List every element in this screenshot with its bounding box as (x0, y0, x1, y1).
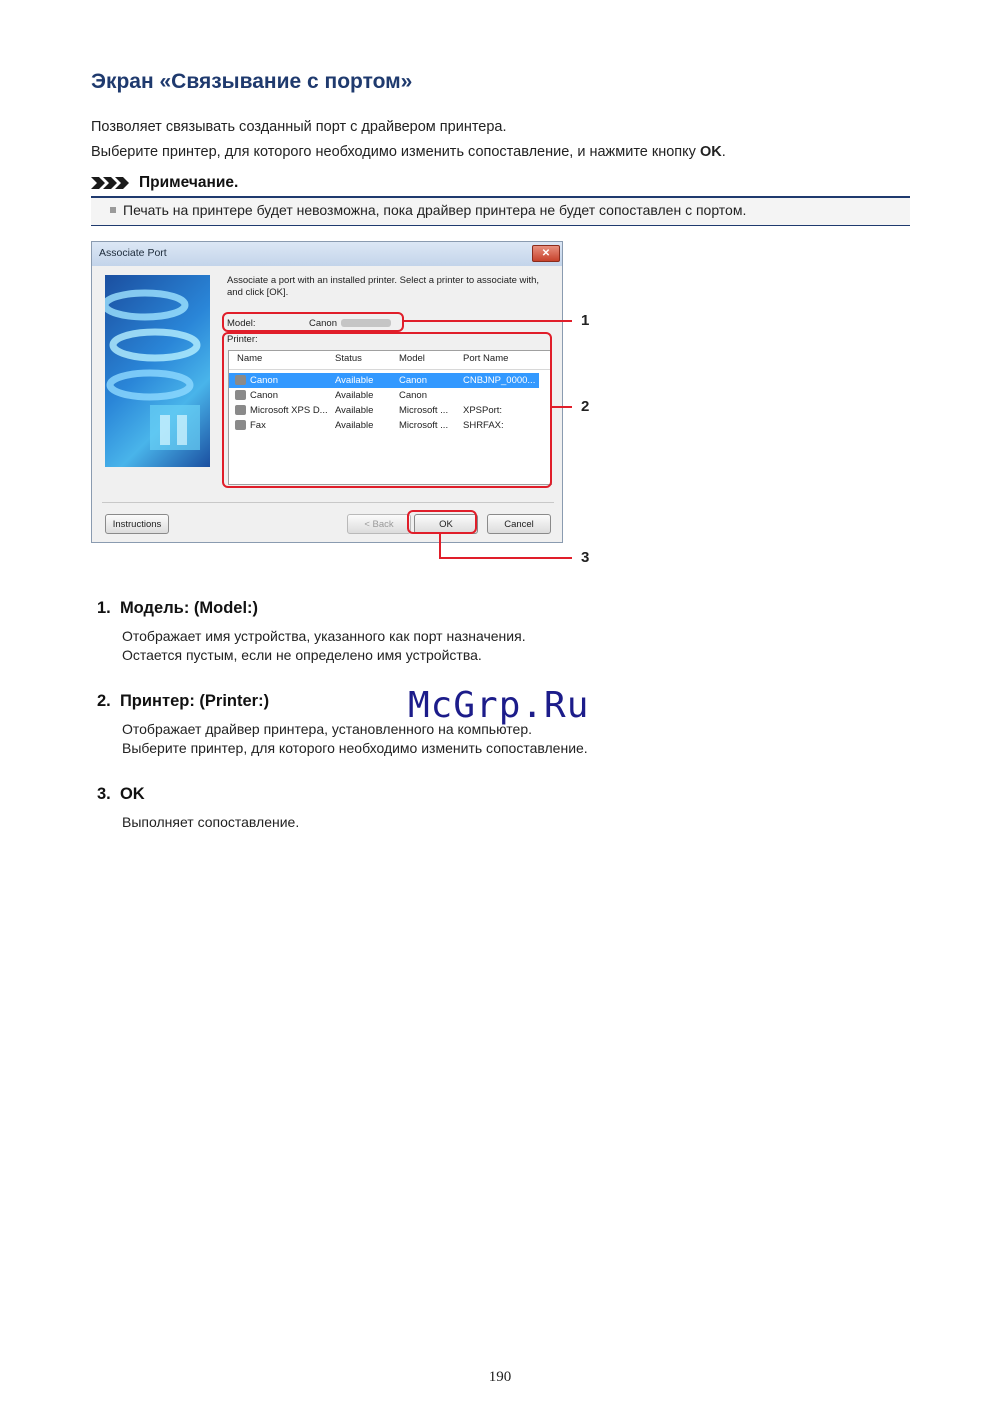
model-label: Model: (227, 318, 256, 329)
cancel-button[interactable]: Cancel (487, 514, 551, 534)
printer-disc-illustration-icon (105, 275, 210, 467)
row-status: Available (335, 390, 374, 401)
item-line: Выберите принтер, для которого необходимо изменить сопоставление. (122, 740, 588, 756)
callout-box-model (222, 312, 404, 332)
callout-line-2 (552, 406, 572, 408)
model-value-text: Canon (309, 318, 337, 329)
item-3-body (122, 813, 299, 832)
intro-line-1: Позволяет связывать созданный порт с драйвером принтера. (91, 119, 507, 135)
note-arrows-icon (91, 175, 133, 191)
column-header-name[interactable]: Name (237, 353, 263, 364)
note-divider-bottom (91, 225, 910, 226)
callout-number-3: 3 (581, 549, 590, 566)
bullet-icon (110, 207, 116, 213)
row-name: Canon (250, 375, 278, 386)
ok-button[interactable]: OK (414, 514, 478, 534)
callout-box-ok (407, 510, 477, 534)
column-header-model[interactable]: Model (399, 353, 425, 364)
row-port: SHRFAX: (463, 420, 504, 431)
row-model: Canon (399, 375, 427, 386)
item-title: Модель: (Model:) (119, 599, 259, 617)
column-header-port-name[interactable]: Port Name (463, 353, 509, 364)
watermark: McGrp.Ru (408, 685, 590, 726)
column-header-status[interactable]: Status (335, 353, 362, 364)
callout-line-1 (404, 320, 572, 322)
item-title: Принтер: (Printer:) (119, 692, 270, 710)
note-heading (91, 174, 238, 192)
dialog-illustration (105, 275, 210, 467)
item-3-heading (97, 785, 145, 804)
note-heading-text: Примечание. (139, 174, 239, 191)
page-number: 190 (488, 1369, 512, 1385)
item-2-heading (97, 692, 269, 711)
callout-line-3-vertical (439, 534, 441, 559)
dialog-separator (102, 502, 554, 503)
item-number: 3. (97, 785, 111, 803)
item-line: Выполняет сопоставление. (122, 814, 300, 830)
callout-box-printer (222, 332, 552, 488)
intro-line-2 (91, 144, 726, 160)
row-model: Microsoft ... (399, 420, 449, 431)
row-model: Microsoft ... (399, 405, 449, 416)
row-name: Microsoft XPS D... (250, 405, 328, 416)
intro-line-2-text: Выберите принтер, для которого необходимо изменить сопоставление, и нажмите кнопку (91, 144, 700, 160)
item-line: Отображает имя устройства, указанного как порт назначения. (122, 628, 526, 644)
row-status: Available (335, 420, 374, 431)
item-number: 2. (97, 692, 111, 710)
item-number: 1. (97, 599, 111, 617)
row-name: Fax (250, 420, 266, 431)
close-button[interactable]: ✕ (532, 245, 560, 262)
dialog-title: Associate Port (99, 247, 167, 259)
item-line: Отображает драйвер принтера, установленного на компьютер. (122, 721, 532, 737)
page-title: Экран «Связывание с портом» (91, 70, 413, 93)
item-line: Остается пустым, если не определено имя устройства. (122, 647, 482, 663)
note-text: Печать на принтере будет невозможна, пока драйвер принтера не будет сопоставлен с портом. (123, 202, 747, 218)
row-port: XPSPort: (463, 405, 503, 416)
printer-label: Printer: (227, 334, 258, 345)
back-button[interactable]: < Back (347, 514, 411, 534)
dialog-instruction: Associate a port with an installed printer. Select a printer to associate with, and click [OK]. (227, 275, 540, 298)
note-item (110, 202, 746, 218)
row-status: Available (335, 375, 374, 386)
row-model: Canon (399, 390, 427, 401)
item-title: OK (119, 785, 145, 803)
intro-ok-emphasis: OK (699, 144, 722, 160)
item-1-heading (97, 599, 258, 618)
callout-number-1: 1 (581, 312, 590, 329)
row-port: CNBJNP_0000... (463, 375, 536, 386)
row-name: Canon (250, 390, 278, 401)
item-1-body (122, 627, 526, 665)
callout-line-3-horizontal (439, 557, 572, 559)
intro-line-2-end: . (721, 144, 726, 160)
callout-number-2: 2 (581, 398, 590, 415)
instructions-button[interactable]: Instructions (105, 514, 169, 534)
row-status: Available (335, 405, 374, 416)
